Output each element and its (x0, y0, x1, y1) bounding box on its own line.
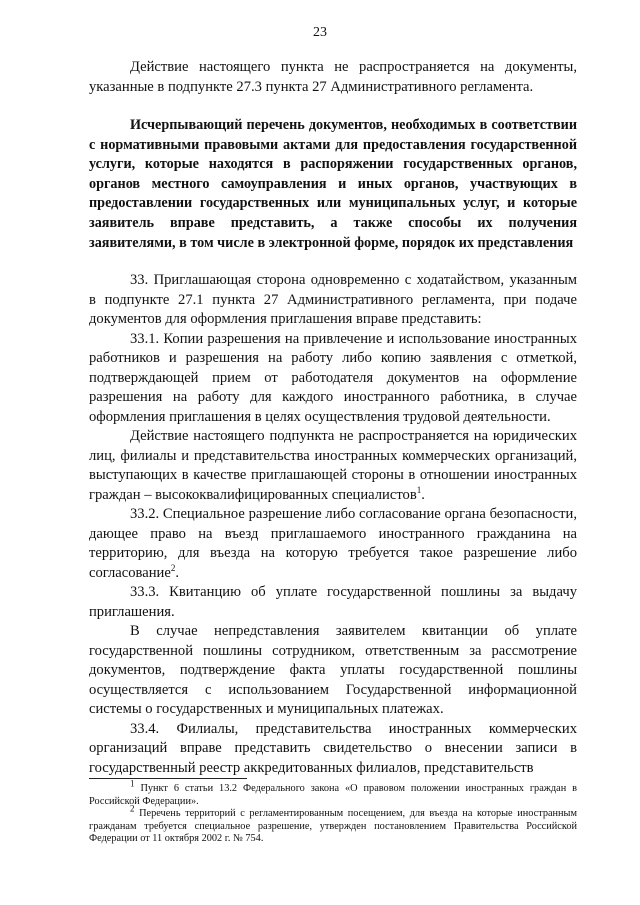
footnote-1-text: Пункт 6 статьи 13.2 Федерального закона «О правовом положении иностранных граждан в Российской Федерации». (89, 783, 577, 807)
paragraph-33-2-text: 33.2. Специальное разрешение либо согласование органа безопасности, дающее право на въезд приглашаемого иностранного гражданина на территорию, для въезда на которую требуется такое разрешение либо согласование (89, 506, 577, 581)
heading-block (89, 116, 577, 253)
footnote-ref-2[interactable]: 2 (170, 562, 176, 573)
paragraph-33-2 (89, 505, 577, 583)
paragraph-33-1-note (89, 427, 577, 505)
intro-paragraph: Действие настоящего пункта не распространяется на документы, указанные в подпункте 27.3 пункта 27 Административного регламента. (89, 59, 577, 95)
paragraph-33-3-note: В случае непредставления заявителем квитанции об уплате государственной пошлины сотрудником, ответственным за рассмотрение документов, подтверждение факта уплаты государственной пошлины осуществляется с использованием Государственной информационной системы о государственных и муниципальных платежах. (89, 623, 577, 717)
paragraph-33-3: 33.3. Квитанцию об уплате государственной пошлины за выдачу приглашения. (89, 584, 577, 620)
footnote-ref-1[interactable]: 1 (416, 484, 422, 495)
intro-block (89, 58, 577, 97)
main-body (89, 271, 577, 778)
paragraph-33-2-end: . (175, 564, 179, 581)
paragraph-33-1-note-end: . (421, 486, 425, 503)
footnote-1-mark: 1 (130, 778, 135, 789)
footnote-2-text: Перечень территорий с регламентированным посещением, для въезда на которые иностранным гражданам требуется специальное разрешение, утвержден постановлением Правительства Российской Федерации от 11 октября 2002 г. № 754. (89, 808, 577, 844)
footnote-divider (89, 778, 247, 779)
footnote-2 (89, 803, 577, 846)
footnote-2-mark: 2 (130, 803, 135, 814)
paragraph-33-1-note-text: Действие настоящего подпункта не распространяется на юридических лиц, филиалы и представительства иностранных коммерческих организаций, выступающих в качестве приглашающей стороны в отношении иностранных граждан – высококвалифицированных специалистов (89, 428, 577, 503)
page-number: 23 (313, 25, 327, 40)
footnotes (89, 778, 577, 846)
paragraph-33-1: 33.1. Копии разрешения на привлечение и использование иностранных работников и разрешения на работу либо копию заявления с отметкой, подтверждающей прием от работодателя документов на оформление разрешения на работу для каждого иностранного работника, в случае оформления приглашения в целях осуществления трудовой деятельности. (89, 330, 577, 425)
paragraph-33: 33. Приглашающая сторона одновременно с ходатайством, указанным в подпункте 27.1 пункта 27 Административного регламента, при подаче документов для оформления приглашения вправе представить: (89, 272, 577, 327)
section-heading: Исчерпывающий перечень документов, необходимых в соответствии с нормативными правовыми актами для предоставления государственной услуги, которые находятся в распоряжении государственных органов, органов местного самоуправления и иных органов, участвующих в предоставлении государственных или муниципальных услуг, и которые заявитель вправе представить, а также способы их получения заявителями, в том числе в электронной форме, порядок их представления (89, 117, 577, 251)
paragraph-33-4: 33.4. Филиалы, представительства иностранных коммерческих организаций вправе представить свидетельство о внесении записи в государственный реестр аккредитованных филиалов, представительств (89, 720, 577, 776)
footnote-1 (89, 778, 577, 808)
